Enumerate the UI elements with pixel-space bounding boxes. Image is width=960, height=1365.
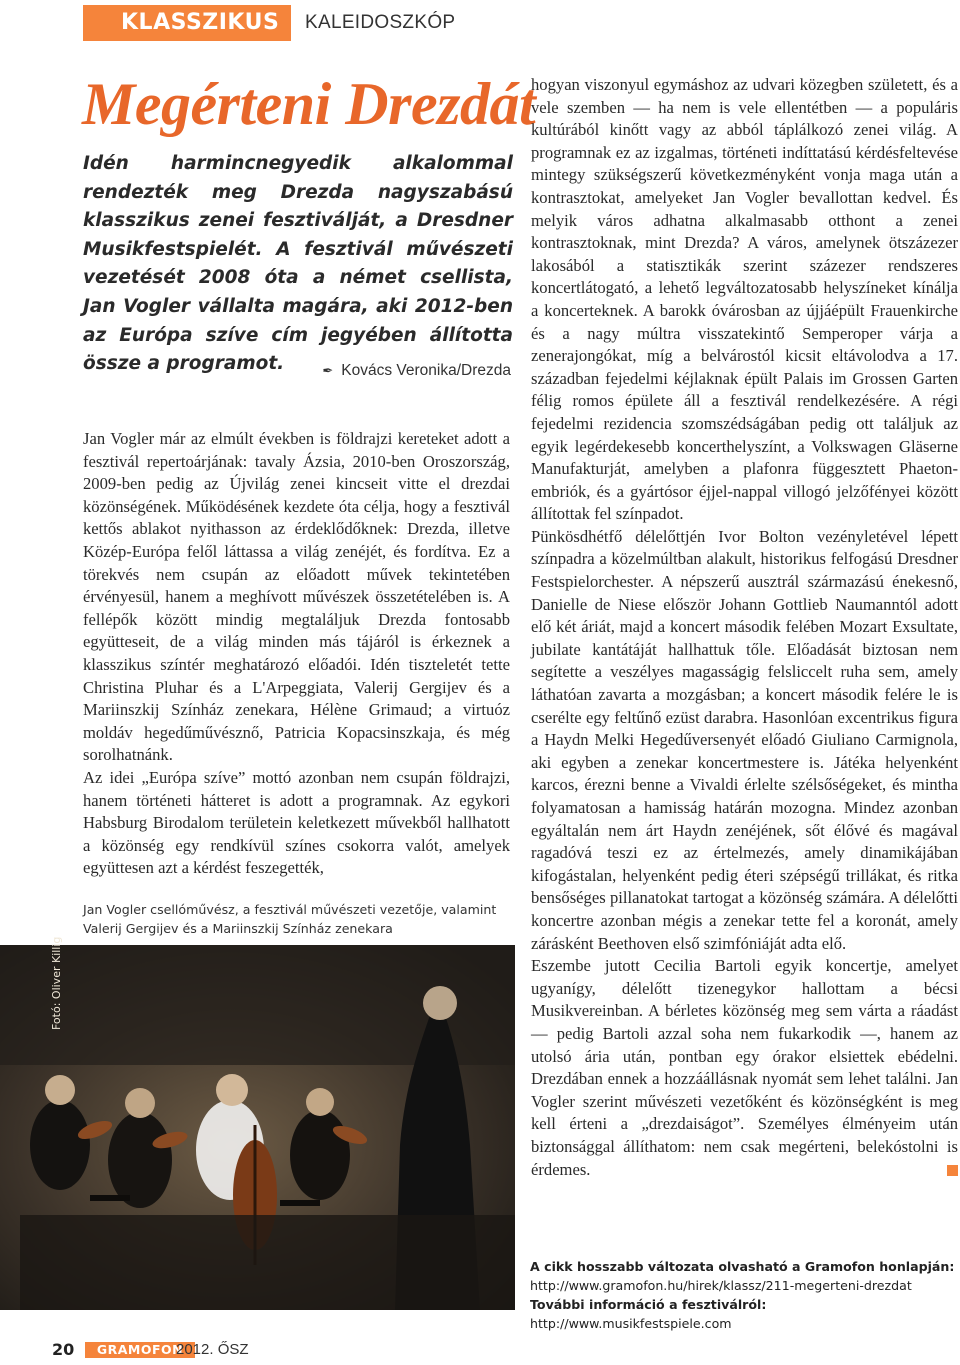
article-lead: Idén harmincnegyedik alkalommal rendezték meg Drezda nagyszabású klasszikus zenei fesztiválját, a Dresdner Musikfestspielét. A fesztivál művészeti vezetését 2008 óta a német csellista, Jan Vogler vállalta magára, aki 2012-ben az Európa szíve cím jegyében állította össze a programot. bbox=[83, 153, 513, 375]
magazine-brand: GRAMOFON bbox=[85, 1342, 195, 1358]
body-column-right bbox=[531, 74, 958, 1181]
end-mark-icon bbox=[947, 1165, 958, 1176]
article-link[interactable]: http://www.gramofon.hu/hirek/klassz/211-megerteni-drezdat bbox=[530, 1278, 912, 1293]
photo-credit: Fotó: Oliver Killig bbox=[50, 936, 63, 1030]
festival-link[interactable]: http://www.musikfestspiele.com bbox=[530, 1316, 732, 1331]
issue-label: 2012. ŐSZ bbox=[176, 1341, 249, 1358]
page-footer bbox=[52, 1340, 352, 1360]
info-box bbox=[530, 1257, 958, 1333]
body-paragraph-final bbox=[531, 955, 958, 1181]
photo-caption: Jan Vogler csellóművész, a fesztivál művészeti vezetője, valamint Valerij Gergijev és a Mariinszkij Színház zenekara bbox=[83, 902, 497, 936]
section-label: KLASSZIKUS bbox=[83, 5, 291, 41]
article-title: Megérteni Drezdát bbox=[82, 71, 536, 137]
body-paragraph: Jan Vogler már az elmúlt években is földrajzi kereteket adott a fesztivál repertoárjának: tavaly Ázsia, 2010-ben Oroszország, 2009-ben pedig az Újvilág zenei kincseit vitte el drezdai közönségének. Működésének kezdete óta célja, hogy a fesztivál kettős ablakot nyithasson az érdeklődőknek: Drezda, illetve Közép-Európa felől láttassa a világ zenéjét, és fordítva. Ez a törekvés nem csupán az előadott művek tekintetében érvényesül, hanem a meghívott művészek összetételében is. A fellépők között mindig megtaláljuk Drezda fontosabb együtteseit, de a világ minden más tájáról is érkeznek a klasszikus színtér meghatározó előadói. Idén tiszteletét tette Christina Pluhar és a L'Arpeggiata, Valerij Gergijev és a Mariinszkij Színház zenekara, Hélène Grimaud; a virtuóz moldáv hegedűművésznő, Patricia Kopacsinszkaja, és még sorolhatnánk. bbox=[83, 429, 510, 765]
body-paragraph-text: Eszembe jutott Cecilia Bartoli egyik koncertje, amelyet ugyanígy, délelőtt tizenegykor hallottam a bécsi Musikvereinban. A bérletes közönség meg sem várta a ráadást — pedig Bartoli azzal soha nem fukarkodik —, hanem az utolsó ária után, pontban egy órakor elsiettek ebédelni. Drezdában ennek a hozzáállásnak nyomát sem lehet találni. Jan Vogler szerint művészeti vezetőként és közönségként is meg kell érteni a „drezdaiságot”. Személyes élményeim után biztonsággal állíthatom: nem csak megérteni, belekóstolni is érdemes. bbox=[531, 956, 958, 1179]
byline bbox=[322, 362, 511, 380]
subsection-label: KALEIDOSZKÓP bbox=[305, 12, 456, 33]
body-paragraph: Pünkösdhétfő délelőttjén Ivor Bolton vezényletével lépett színpadra a közelmúltban alakult, historikus felfogású Dresdner Festspielorchester. A népszerű ausztrál származású énekesnő, Danielle de Niese először Johann Gottlieb Naumanntól adott elő két áriát, majd a koncert második felében Mozart Exsultate, jubilate kantátáját hallhattuk tőle. Előadását biztosan nem segítette a veszélyes magasságig felsliccelt ruha sem, amely láthatóan zavarta a mozgásban; a koncert második felére le is cserélte egy feltűnő ezüst darabra. Hasonlóan excentrikus figura a Haydn Melki Hegedűversenyét előadó Giuliano Carmignola, aki egyben a zenekar koncertmestere is. Játéka helyenként karcos, érezni benne a Vivaldi érlelte szélsőségeket, és mintha folyamatosan a hamisság határán mozogna. Mindez azonban egyáltalán nem árt Haydn zenéjének, sőt élővé és magával ragadóvá teszi ez az értelmezés, amely dinamikájában kifogástalan, helyenként pedig éteri szépségű trillákat, és ritka bensőséges pillanatokat tartogat a közönség számára. A délelőtti koncertre azonban mégis a zenekar tette fel a koronát, amely zárásként Beethoven első szimfóniáját adta elő. bbox=[531, 526, 958, 953]
page-number: 20 bbox=[52, 1340, 75, 1359]
section-header bbox=[83, 5, 513, 41]
info-line-1: A cikk hosszabb változata olvasható a Gramofon honlapján: bbox=[530, 1259, 955, 1274]
orchestra-photo-image bbox=[0, 945, 515, 1310]
byline-text: Kovács Veronika/Drezda bbox=[341, 362, 511, 379]
pen-icon: ✒ bbox=[322, 363, 334, 378]
body-paragraph: hogyan viszonyul egymáshoz az udvari közegben született, és a vele szemben — ha nem is vele ellentétben — a populáris kultúrából kinőtt vagy az abból táplálkozó zenei világ. A programnak ez az izgalmas, történeti indíttatású kérdésfeltevése mintegy szükségszerű következményként vonja maga után a kontrasztokat, amelyeket Jan Vogler bevallottan kedvel. És melyik város adhatna alkalmasabb otthont a zenei kontrasztoknak, mint Drezda? A város, amelynek ötszázezer lakosából a statisztikák szerint százezer rendszeres koncertlátogató, a lehető legváltozatosabb helyszíneket kínálja a koncerteknek. A barokk óvárosban az újjáépült Frauenkirche és a nagy múltra visszatekintő Semperoper várja a zenerajongókat, míg a belvárostól kicsit eltávolodva a 17. században fejedelmi kéjlaknak épült Palais im Grossen Garten félig romos épülete áll a fesztivál rendelkezésére. A régi fejedelmi rezidencia szomszédságában pedig ott találjuk az egyik legérdekesebb koncerthelyszínt, a Volkswagen Gläserne Manufakturját, amelyben a plafonra függesztett Phaeton-embriók, és a gyártósor éjjel-nappal villogó jelzőfényei között állítottak fel színpadot. bbox=[531, 75, 958, 524]
body-column-left bbox=[83, 428, 510, 880]
body-paragraph: Az idei „Európa szíve” mottó azonban nem csupán földrajzi, hanem történeti hátteret is adott a programnak. Az egykori Habsburg Birodalom területein keletkezett művekből hallhatott a közönség egy rendkívül színes csokorra valót, amelyek együttesen azt a kérdést feszegették, bbox=[83, 767, 510, 878]
info-line-2-label: További információ a fesztiválról: bbox=[530, 1297, 767, 1312]
orchestra-photo bbox=[0, 945, 515, 1310]
